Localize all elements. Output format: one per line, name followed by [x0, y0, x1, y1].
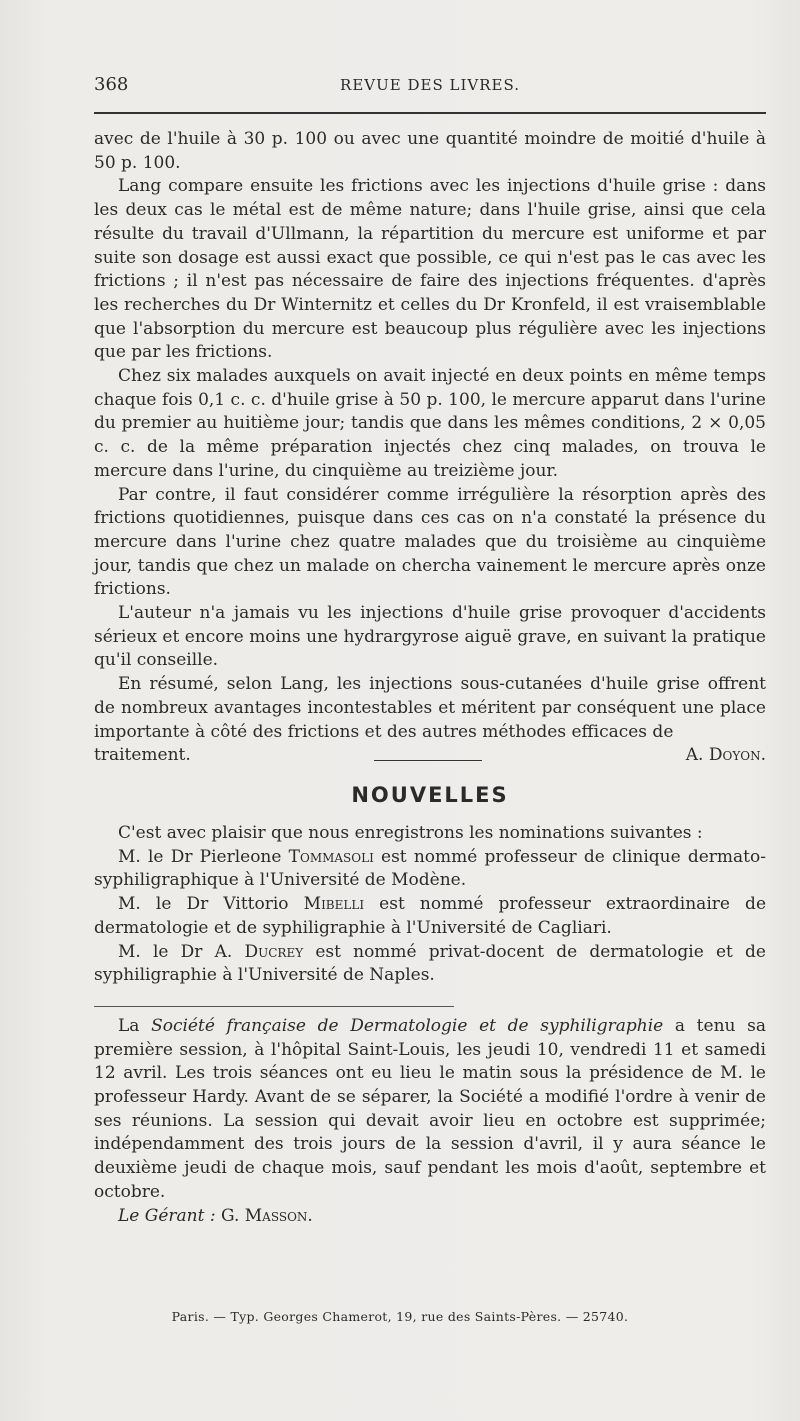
- review-paragraph-6: En résumé, selon Lang, les injections sous-cutanées d'huile grise offrent de nombreux avantages incontestables et méritent par conséquent une place importante à côté des frictions et des autres méthodes efficaces de: [94, 674, 766, 742]
- running-head: [94, 74, 766, 100]
- review-paragraph-1: avec de l'huile à 30 p. 100 ou avec une quantité moindre de moitié d'huile à 50 p. 100.: [94, 129, 766, 173]
- person-name: Mibelli: [303, 894, 365, 915]
- section-divider: [94, 1006, 454, 1007]
- header-rule: [94, 112, 766, 114]
- review-paragraph-5: L'auteur n'a jamais vu les injections d'huile grise provoquer d'accidents sérieux et encore moins une hydrargyrose aiguë grave, en suivant la pratique qu'il conseille.: [94, 603, 766, 671]
- short-divider: [374, 760, 482, 761]
- review-paragraph-3: Chez six malades auxquels on avait injecté en deux points en même temps chaque fois 0,1 c. c. d'huile grise à 50 p. 100, le mercure apparut dans l'urine du premier au huitième jour; tandis que dans les mêmes conditions, 2 × 0,05 c. c. de la même préparation injectés chez cinq malades, on trouva le mercure dans l'urine, du cinquième au treizième jour.: [94, 366, 766, 481]
- nouvelles-intro: C'est avec plaisir que nous enregistrons les nominations suivantes :: [118, 822, 703, 843]
- section-title-nouvelles: NOUVELLES: [351, 783, 509, 808]
- gerant-label: Le Gérant :: [118, 1205, 216, 1226]
- nomination-1: M. le Dr Pierleone Tommasoli est nommé professeur de clinique dermato-syphiligraphique à l'Université de Modène.: [94, 846, 766, 891]
- gerant-name: G. Masson.: [220, 1205, 313, 1226]
- review-author: A. Doyon.: [685, 745, 766, 766]
- page-number: 368: [94, 74, 129, 95]
- printer-imprint: Paris. — Typ. Georges Chamerot, 19, rue des Saints-Pères. — 25740.: [171, 1309, 629, 1324]
- society-name: Société française de Dermatologie et de syphiligraphie: [151, 1015, 664, 1036]
- review-closing-line: [94, 744, 766, 768]
- person-name: Tommasoli: [288, 846, 374, 867]
- review-paragraph-2: Lang compare ensuite les frictions avec les injections d'huile grise : dans les deux cas le métal est de même nature; dans l'huile grise, ainsi que cela résulte du travail d'Ullmann, la répartition du mercure est uniforme et par suite son dosage est aussi exact que possible, ce qui n'est pas le cas avec les frictions ; il n'est pas nécessaire de faire des injections fréquentes. d'après les recherches du Dr Winternitz et celles du Dr Kronfeld, il est vraisemblable que l'absorption du mercure est beaucoup plus régulière avec les injections que par les frictions.: [94, 176, 766, 363]
- review-paragraph-6-end: traitement.: [94, 745, 191, 766]
- societe-paragraph: La Société française de Dermatologie et de syphiligraphie a tenu sa première session, à l'hôpital Saint-Louis, les jeudi 10, vendredi 11 et samedi 12 avril. Les trois séances ont eu lieu le matin sous la présidence de M. le professeur Hardy. Avant de se séparer, la Société a modifié l'ordre à venir de ses réunions. La session qui devait avoir lieu en octobre est supprimée; indépendamment des trois jours de la session d'avril, il y aura séance le deuxième jeudi de chaque mois, sauf pendant les mois d'août, septembre et octobre.: [94, 1015, 766, 1202]
- gerant-signature: [94, 1205, 766, 1229]
- body-text: [94, 128, 766, 1228]
- person-name: Ducrey: [244, 941, 304, 962]
- review-paragraph-4: Par contre, il faut considérer comme irrégulière la résorption après des frictions quotidiennes, puisque dans ces cas on n'a constaté la présence du mercure dans l'urine chez quatre malades que du troisième au cinquième jour, tandis que chez un malade on chercha vainement le mercure après onze frictions.: [94, 484, 766, 600]
- nomination-3: M. le Dr A. Ducrey est nommé privat-docent de dermatologie et de syphiligraphie à l'Université de Naples.: [94, 941, 766, 986]
- running-title: REVUE DES LIVRES.: [340, 76, 520, 94]
- nomination-2: M. le Dr Vittorio Mibelli est nommé professeur extraordinaire de dermatologie et de syphiligraphie à l'Université de Cagliari.: [94, 894, 767, 938]
